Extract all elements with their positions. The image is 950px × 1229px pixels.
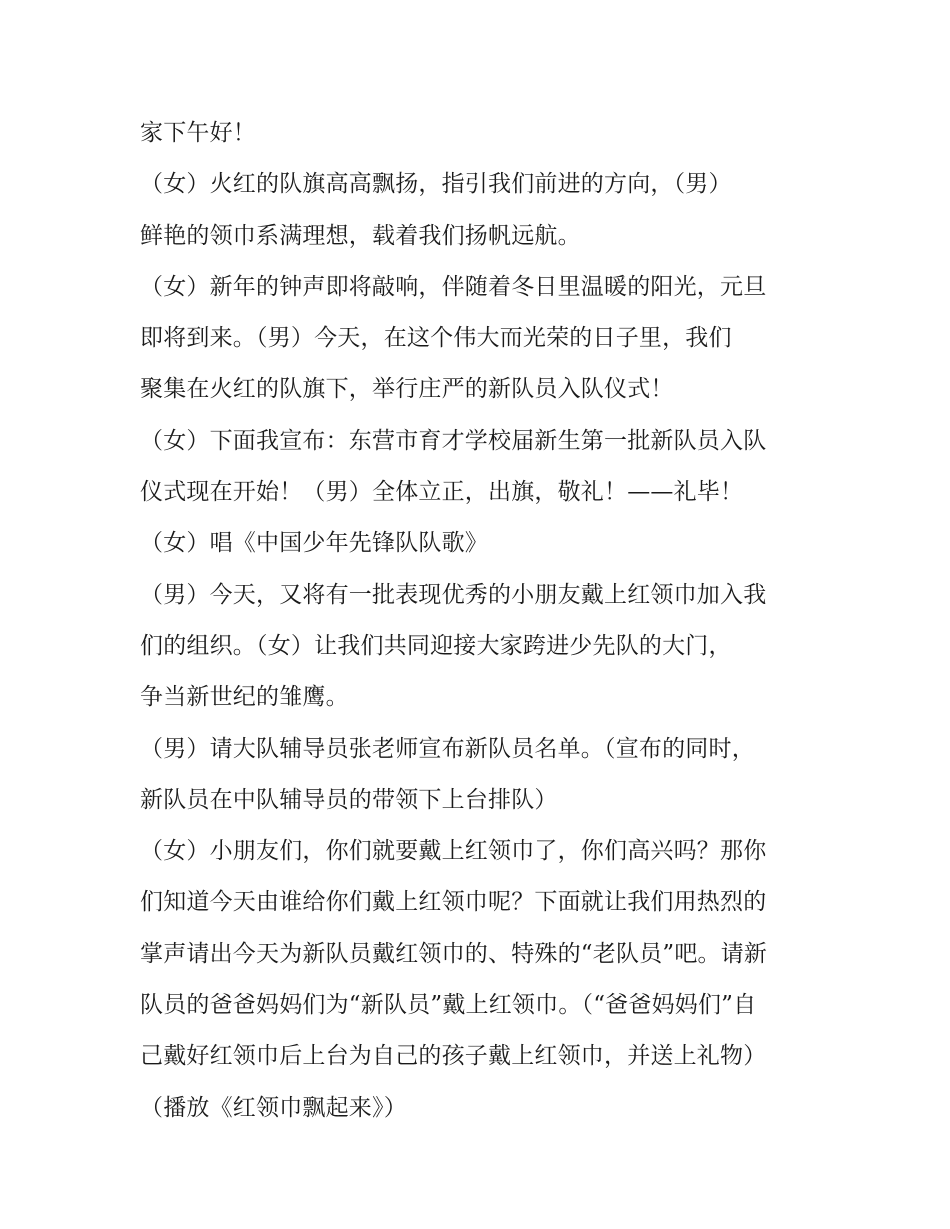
text-line: 新队员在中队辅导员的带领下上台排队） <box>140 786 558 813</box>
text-line: （播放《红领巾飘起来》） <box>140 1094 407 1121</box>
text-line: 聚集在火红的队旗下，举行庄严的新队员入队仪式！ <box>140 376 674 403</box>
text-line: 家下午好！ <box>140 120 256 146</box>
document-body <box>140 108 830 1134</box>
text-line: （女）下面我宣布：东营市育才学校届新生第一批新队员入队 <box>140 427 767 454</box>
text-line: （男）今天，又将有一批表现优秀的小朋友戴上红领巾加入我 <box>140 581 767 608</box>
text-line: （女）新年的钟声即将敲响，伴随着冬日里温暖的阳光，元旦 <box>140 273 767 300</box>
text-line: （男）请大队辅导员张老师宣布新队员名单。（宣布的同时， <box>140 735 755 762</box>
text-line: 队员的爸爸妈妈们为“新队员”戴上红领巾。（“爸爸妈妈们”自 <box>140 992 757 1019</box>
text-line: 们的组织。（女）让我们共同迎接大家跨进少先队的大门， <box>140 632 732 659</box>
text-line: 即将到来。（男）今天，在这个伟大而光荣的日子里，我们 <box>140 325 732 352</box>
text-line: 们知道今天由谁给你们戴上红领巾呢？下面就让我们用热烈的 <box>140 889 767 916</box>
text-line: 仪式现在开始！（男）全体立正，出旗，敬礼！——礼毕！ <box>140 479 744 506</box>
text-line: 掌声请出今天为新队员戴红领巾的、特殊的“老队员”吧。请新 <box>140 940 768 967</box>
text-line: （女）火红的队旗高高飘扬，指引我们前进的方向，（男） <box>140 171 732 198</box>
text-line: （女）小朋友们，你们就要戴上红领巾了，你们高兴吗？那你 <box>140 838 767 865</box>
text-line: 争当新世纪的雏鹰。 <box>140 684 349 711</box>
text-line: （女）唱《中国少年先锋队队歌》 <box>140 530 488 557</box>
text-line: 己戴好红领巾后上台为自己的孩子戴上红领巾，并送上礼物） <box>140 1043 767 1070</box>
text-line: 鲜艳的领巾系满理想，载着我们扬帆远航。 <box>140 222 581 249</box>
